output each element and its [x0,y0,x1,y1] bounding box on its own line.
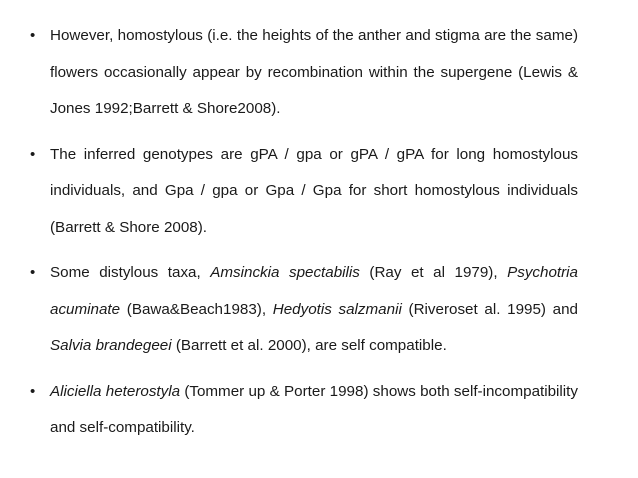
species-name-hedyotis: Hedyotis salzmanii [272,300,402,318]
bullet-marker: • [30,382,36,400]
bullet-list [28,18,578,456]
bullet-marker: • [30,145,36,163]
text-segment: (Tommer up & Porter 1998) shows both self-incompatibility and self-compatibility. [50,382,578,436]
text-segment: (Barrett et al. 2000), are self compatible. [171,337,447,354]
text-segment: However, homostylous (i.e. the heights of the anther and stigma are the same) flowers occasionally appear by recombination within the supergene (Lewis & Jones 1992;Barrett & Shore2008). [50,27,578,117]
bullet-homostylous-recombination [28,18,578,128]
species-name-psychotria: Psychotria acuminate [50,264,578,318]
text-segment: Some distylous taxa, [50,264,211,281]
bullet-marker: • [30,27,36,44]
bullet-aliciella [28,374,578,447]
species-name-aliciella: Aliciella heterostyla [50,382,181,400]
bullet-text [50,18,578,128]
text-segment: The inferred genotypes are gPA / gpa or gPA / gPA for long homostylous individuals, and Gpa / gpa or Gpa / Gpa for short homostylous individuals (Barrett & Shore 2008). [50,145,578,236]
bullet-text [50,255,578,365]
species-name-amsinckia: Amsinckia spectabilis [210,264,360,281]
text-segment: (Riveroset al. 1995) and [401,300,578,318]
bullet-text [50,137,578,247]
bullet-text [50,374,578,447]
bullet-self-compatible-taxa [28,255,578,365]
text-segment: (Ray et al 1979), [359,264,508,281]
bullet-inferred-genotypes [28,137,578,247]
species-name-salvia: Salvia brandegeei [50,337,172,354]
bullet-marker: • [30,264,36,281]
text-segment: (Bawa&Beach1983), [120,300,273,318]
